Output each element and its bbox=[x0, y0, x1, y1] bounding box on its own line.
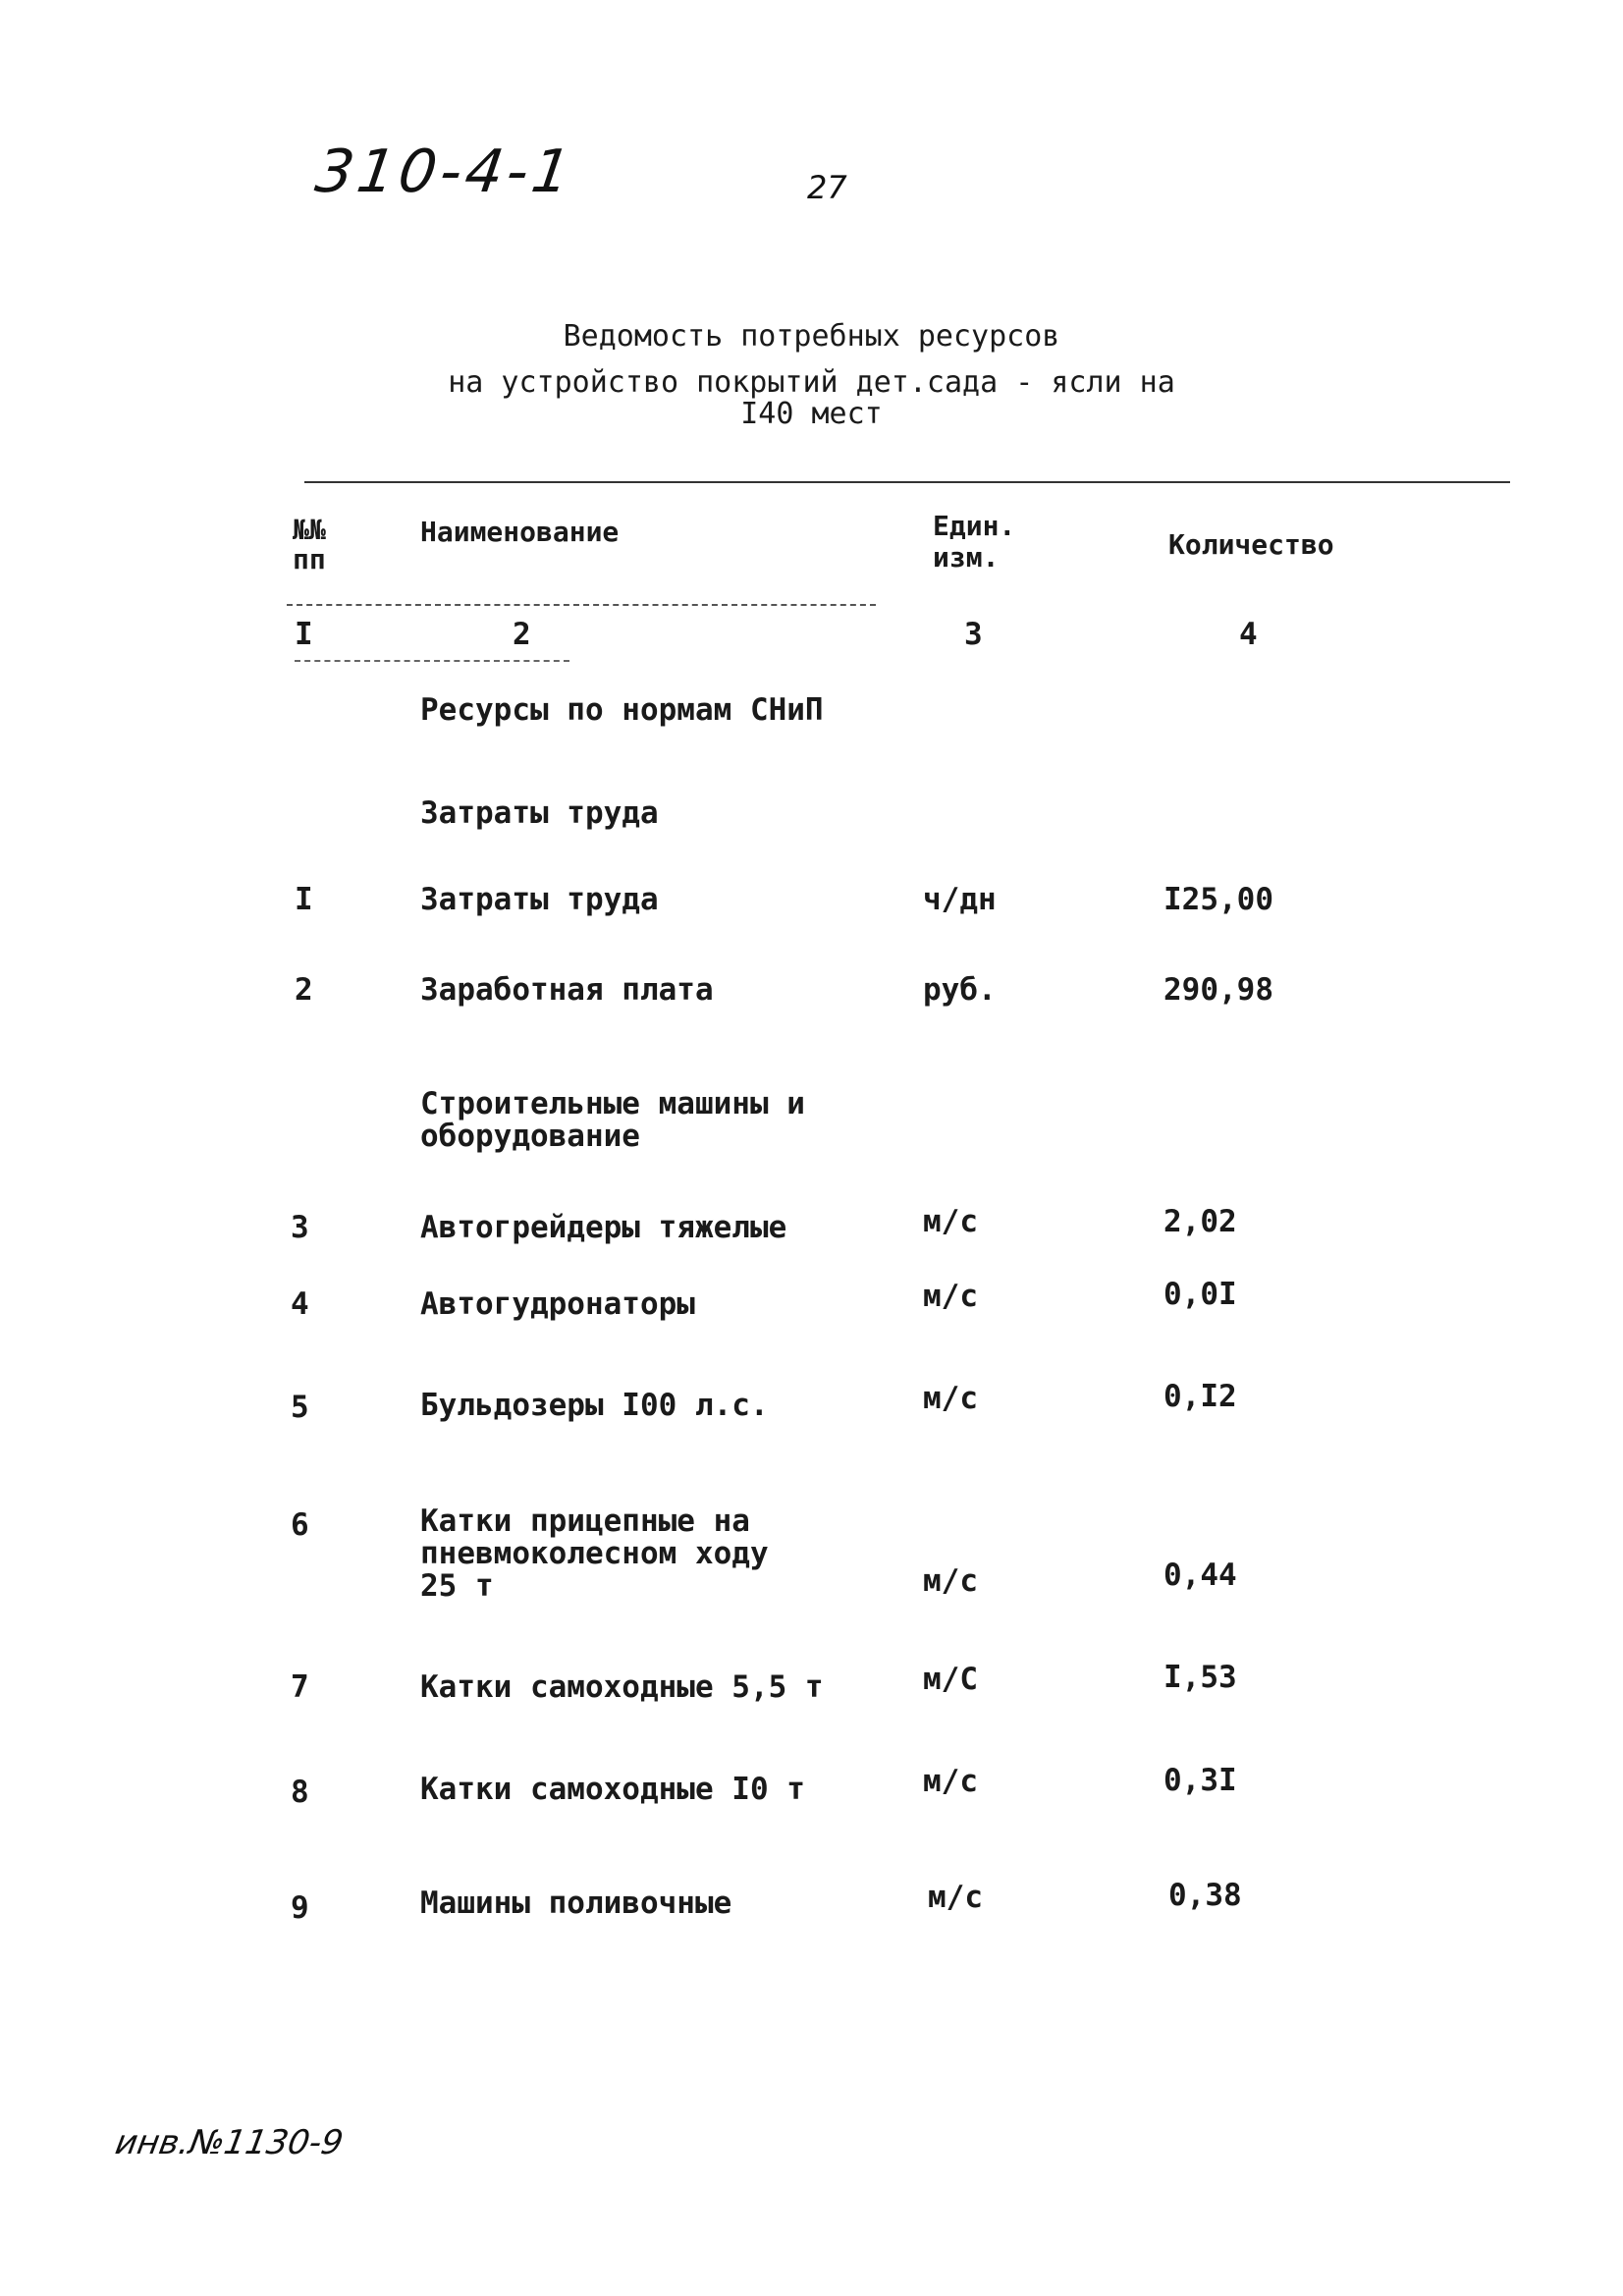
col-number-2: 2 bbox=[513, 617, 531, 652]
row-3-num: 3 bbox=[291, 1210, 309, 1245]
row-1-unit: ч/дн bbox=[923, 882, 997, 917]
row-5-qty: 0,I2 bbox=[1163, 1379, 1237, 1414]
header-bottom-rule bbox=[287, 604, 876, 606]
col-number-1: I bbox=[295, 617, 313, 652]
row-5-unit: м/с bbox=[923, 1381, 978, 1416]
row-2-unit: руб. bbox=[923, 972, 997, 1008]
section-snip: Ресурсы по нормам СНиП bbox=[420, 692, 824, 728]
row-6-qty: 0,44 bbox=[1163, 1558, 1237, 1593]
row-8-qty: 0,3I bbox=[1163, 1763, 1237, 1798]
row-2-qty: 290,98 bbox=[1163, 972, 1273, 1008]
row-4-qty: 0,0I bbox=[1163, 1277, 1237, 1312]
row-2-name: Заработная плата bbox=[420, 972, 714, 1008]
document-code: 310-4-1 bbox=[311, 137, 579, 206]
row-6-unit: м/с bbox=[923, 1563, 978, 1599]
header-top-rule bbox=[304, 481, 1510, 483]
document-subtitle-cont: I40 мест bbox=[740, 397, 883, 431]
row-1-qty: I25,00 bbox=[1163, 882, 1273, 917]
row-9-num: 9 bbox=[291, 1890, 309, 1926]
col-number-4: 4 bbox=[1239, 617, 1258, 652]
row-9-unit: м/с bbox=[928, 1880, 983, 1915]
row-8-name: Катки самоходные I0 т bbox=[420, 1772, 805, 1807]
row-6-num: 6 bbox=[291, 1507, 309, 1543]
row-1-name: Затраты труда bbox=[420, 882, 659, 917]
row-4-unit: м/с bbox=[923, 1279, 978, 1314]
header-qty: Количество bbox=[1168, 528, 1334, 561]
row-3-name: Автогрейдеры тяжелые bbox=[420, 1210, 787, 1245]
document-subtitle: на устройство покрытий дет.сада - ясли на bbox=[448, 365, 1175, 400]
row-2-num: 2 bbox=[295, 972, 313, 1008]
col-numbers-rule bbox=[295, 660, 569, 662]
document-title: Ведомость потребных ресурсов bbox=[563, 319, 1060, 354]
row-6-name: Катки прицепные на пневмоколесном ходу 25 т bbox=[420, 1503, 769, 1604]
header-unit: Един. изм. bbox=[933, 510, 1016, 574]
row-7-name: Катки самоходные 5,5 т bbox=[420, 1669, 824, 1705]
section-labor: Затраты труда bbox=[420, 795, 659, 831]
header-num: №№ пп bbox=[293, 514, 326, 575]
row-7-qty: I,53 bbox=[1163, 1660, 1237, 1695]
row-5-num: 5 bbox=[291, 1390, 309, 1425]
row-4-num: 4 bbox=[291, 1286, 309, 1322]
row-4-name: Автогудронаторы bbox=[420, 1286, 695, 1322]
row-9-name: Машины поливочные bbox=[420, 1886, 732, 1921]
row-5-name: Бульдозеры I00 л.с. bbox=[420, 1388, 769, 1423]
section-machines: Строительные машины и оборудование bbox=[420, 1086, 805, 1154]
row-3-unit: м/с bbox=[923, 1204, 978, 1239]
row-7-num: 7 bbox=[291, 1669, 309, 1705]
row-3-qty: 2,02 bbox=[1163, 1204, 1237, 1239]
row-7-unit: м/С bbox=[923, 1662, 978, 1697]
row-8-unit: м/с bbox=[923, 1764, 978, 1799]
col-number-3: 3 bbox=[964, 617, 983, 652]
header-name: Наименование bbox=[420, 516, 620, 548]
row-1-num: I bbox=[295, 882, 313, 917]
page-number: 27 bbox=[807, 169, 847, 206]
inventory-number: инв.№1130-9 bbox=[112, 2123, 347, 2162]
row-9-qty: 0,38 bbox=[1168, 1878, 1242, 1913]
row-8-num: 8 bbox=[291, 1775, 309, 1810]
